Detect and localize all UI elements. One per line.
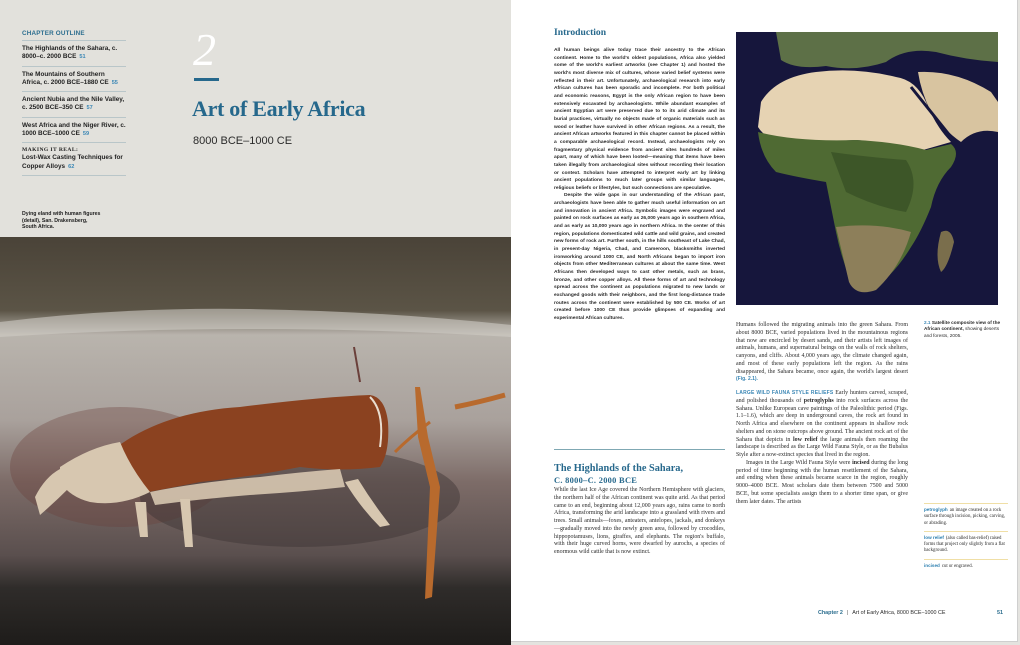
section-subtitle: C. 8000–C. 2000 BCE [554,476,638,485]
glossary-term: incised [924,562,940,568]
outline-item-page: 51 [79,54,86,61]
outline-item-title: Lost-Wax Casting Techniques for Copper Alloys [22,154,123,170]
glossary-definition: cut or engraved. [941,563,973,569]
glossary-term: petroglyph [924,507,948,512]
body-paragraph [736,460,908,507]
main-text-column [736,322,908,506]
outline-item[interactable] [22,143,126,176]
figure-caption-title: Satellite composite view of the African continent, [924,320,1001,332]
outline-item[interactable] [22,41,126,67]
section-title: The Highlands of the Sahara, [554,463,684,474]
figure-reference-link[interactable]: (Fig. 2.1). [736,376,758,383]
chapter-title: Art of Early Africa [192,96,366,121]
introduction-column [554,27,725,323]
body-text: during the long period of time beginning with the human resettlement of the Sahara, and ending when these animals became scarce in the region, roughly 9000–4000 BCE. Most scholars date them between 7500 and 5000 BCE, but some specialists assign them to a shorter time span, or give them later dates. The artists [736,459,908,505]
glossary-term-link[interactable]: petroglyphs [803,397,834,404]
chapter-outline [22,30,126,176]
glossary-entry [924,503,1008,531]
africa-satellite-image [736,32,998,305]
figure-caption-text: showing deserts and forests, 2005. [924,326,1000,338]
glossary-term: low relief [924,534,944,540]
glossary-definition: an image created on a rock surface through incision, picking, carving, or abrading. [924,508,1006,526]
outline-item[interactable] [22,67,126,93]
outline-item-title: The Highlands of the Sahara, c. 8000–c. 2000 BCE [22,45,118,61]
outline-item-page: 62 [68,163,75,170]
subsection-heading: LARGE WILD FAUNA STYLE RELIEFS [736,390,834,396]
figure-caption [924,320,1006,339]
figure-number: 2.1 [924,320,931,325]
body-text: Humans followed the migrating animals into the green Sahara. From about 8000 BCE, varied populations lived in the mountainous regions that now are encircled by desert sands, and their artists left images of animals, humans, and supernatural beings on the walls of rock shelters, canyons, and cliffs. About 4,000 years ago, the climate changed again, and most of these early populations left the region. As the rains disappeared, the Sahara became, once again, the world's largest desert [736,322,908,375]
body-text: Images in the Large Wild Fauna Style were [746,459,853,466]
body-text: into rock surfaces across the Sahara. Unlike European cave paintings of the Paleolithic period (Figs. 1.1–1.6), which are deep in underground caves, the rock art found in North Africa and elsewhere on the continent appears in shallow rock shelters and on stone outcrops above ground. The ancient rock art of the Sahara that depicts in [736,397,908,443]
glossary-definition: (also called bas-relief) raised forms that project only slightly from a flat background. [924,535,1005,554]
page-footer [818,610,1003,616]
right-page [511,0,1018,642]
glossary-entry [924,531,1008,559]
body-text: Early hunters carved, scraped, and polished thousands of [736,390,909,404]
photo-caption: Dying eland with human figures (detail), San. Drakensberg, South Africa. [22,211,101,231]
footer-chapter-label: Chapter 2 [818,610,843,616]
introduction-paragraph: All human beings alive today trace their ancestry to the African continent. Home to the world's oldest populations, Africa also yielded some of the world's earliest artworks (see Chapter 1) and hosted the world's most diverse mix of cultures, whose varied belief systems were reflected in their art. Unfortunately, archaeological research into early African cultures has been sporadic and incomplete. For both political and economic reasons, Egypt is the only African region to have been extensively excavated by archaeologists. While abundant examples of ancient Egyptian art were preserved due to to its arid climate and its burial practices, virtually no objects made of organic materials such as wood or leather have survived in other African regions. As a result, the ancient African artworks featured in this chapter cannot be placed within a comparable archaeological record. Instead, archaeologists rely on fragmentary physical evidence from ancient sites hundreds of miles apart, many of which have been looted—meaning that items have been taken illegally from archaeological sites without recording their location or context. Scholars have attempted to interpret early art by linking ancient populations to much later groups with similar languages, religious beliefs or lifestyles, but such connections are speculative. [554,48,725,191]
section-heading [554,462,725,486]
outline-item-page: 57 [86,105,93,112]
chapter-outline-heading: CHAPTER OUTLINE [22,30,126,41]
body-text: the large animals then roaming the landscape is described as the Large Wild Fauna Style, or as the Bubalus Style after a now-extinct species that lived in the region. [736,436,909,458]
chapter-dates: 8000 BCE–1000 CE [193,135,293,147]
glossary-term-link[interactable]: incised [852,459,870,466]
section-divider [554,449,725,450]
africa-satellite-map [736,32,998,305]
outline-item-page: 59 [82,131,90,138]
outline-item[interactable] [22,118,126,144]
outline-item-title: Ancient Nubia and the Nile Valley, c. 2500 BCE–350 CE [22,96,125,112]
introduction-heading: Introduction [554,27,607,38]
body-paragraph [736,390,908,460]
outline-item[interactable] [22,92,126,118]
body-paragraph [736,322,908,384]
chapter-rule-divider [194,78,219,81]
page-number: 51 [997,610,1003,616]
introduction-body [554,47,725,323]
introduction-paragraph: Despite the wide gaps in our understanding of the African past, archaeologists have been able to gather much useful information on art and innovation in ancient Africa. Symbolic images were engraved and painted on rock surfaces as early as 26,000 years ago in southern Africa, and as early as 10,000 years ago in northern Africa. In the center of this region, populations domesticated wild cattle and wild grains, and created new forms of rock art. Further south, in the hills southeast of Lake Chad, in present-day Nigeria, Chad, and Cameroon, blacksmiths inverted ironworking around 1000 CE, and North Africans began to import iron objects from other Mediterranean cultures at about the same time. West Africans then developed ways to cast other metals, such as brass, bronze, and other copper alloys. All these forms of art and technology spread across the continent as populations migrated to new lands or exchanged goods with their neighbors, and the first long-distance trade routes across the continent were established by 500 CE. Works of art created before 1000 CE thus provide glimpses of expanding and experimental African cultures. [554,193,725,321]
chapter-number: 2 [193,24,216,75]
footer-separator: | [846,610,849,616]
glossary-term-link[interactable]: low relief [792,436,818,443]
rock-art-eland-image [0,237,511,645]
footer-running-title: Art of Early Africa, 8000 BCE–1000 CE [852,610,946,616]
outline-item-title: West Africa and the Niger River, c. 1000 BCE–1000 CE [22,121,126,138]
outline-item-title: The Mountains of Southern Africa, c. 2000 BCE–1880 CE [22,70,109,86]
outline-item-page: 55 [111,79,118,86]
rock-art-photo [0,237,511,645]
outline-item-kicker: MAKING IT REAL: [22,147,79,154]
section-body: While the last Ice Age covered the Northern Hemisphere with glaciers, the northern half of the African continent was quite arid. As that period came to an end, beginning about 12,000 years ago, rains came to north Africa, transforming the arid landscape into a grassland with rivers and trees. Small animals—foxes, anteaters, antelopes, jackals, and donkeys—gradually moved into the newly green area, followed by crocodiles, hippopotamuses, lions, giraffes, and elephants. The region's buffalo, with their huge curved horns, were dwarfed by aurochs, a species of enormous wild cattle that is now extinct. [554,487,725,555]
glossary-entry [924,559,1008,574]
glossary-sidebar [924,503,1008,574]
